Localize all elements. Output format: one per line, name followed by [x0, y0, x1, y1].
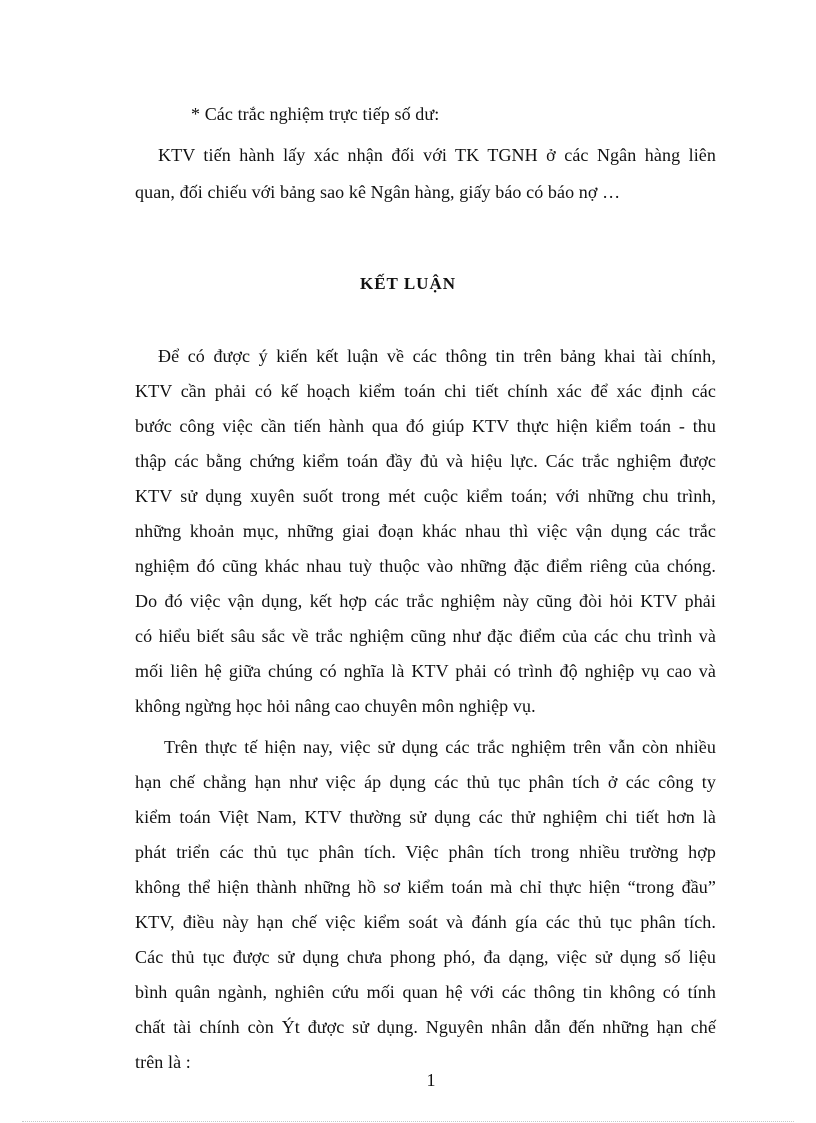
paragraph-line: KTV sử dụng xuyên suốt trong mét cuộc kiểm toán; với những chu trình, — [135, 486, 716, 506]
paragraph-line: mối liên hệ giữa chúng có nghĩa là KTV phải có trình độ nghiệp vụ cao và — [135, 661, 716, 681]
paragraph-line: phát triển các thủ tục phân tích. Việc phân tích trong nhiều trường hợp — [135, 842, 716, 862]
paragraph-line: nghiệm đó cũng khác nhau tuỳ thuộc vào những đặc điểm riêng của chóng. — [135, 556, 716, 576]
bullet-heading-direct-balance-tests: * Các trắc nghiệm trực tiếp số dư: — [191, 104, 440, 124]
paragraph-line: trên là : — [135, 1052, 191, 1072]
intro-line: KTV tiến hành lấy xác nhận đối với TK TGNH ở các Ngân hàng liên — [158, 145, 716, 165]
paragraph-line: hạn chế chẳng hạn như việc áp dụng các thủ tục phân tích ở các công ty — [135, 772, 716, 792]
paragraph-line: Các thủ tục được sử dụng chưa phong phó, đa dạng, việc sử dụng số liệu — [135, 947, 716, 967]
paragraph-line: bình quân ngành, nghiên cứu mối quan hệ với các thông tin không có tính — [135, 982, 716, 1002]
paragraph-line: bước công việc cần tiến hành qua đó giúp KTV thực hiện kiểm toán - thu — [135, 416, 716, 436]
paragraph-line: thập các bằng chứng kiểm toán đầy đủ và hiệu lực. Các trắc nghiệm được — [135, 451, 716, 471]
paragraph-line: Do đó việc vận dụng, kết hợp các trắc nghiệm này cũng đòi hỏi KTV phải — [135, 591, 716, 611]
conclusion-heading: KẾT LUẬN — [359, 274, 456, 293]
page-number: 1 — [426, 1070, 436, 1090]
paragraph-line: không ngừng học hỏi nâng cao chuyên môn nghiệp vụ. — [135, 696, 536, 716]
paragraph-line: Để có được ý kiến kết luận về các thông tin trên bảng khai tài chính, — [158, 346, 716, 366]
paragraph-line: chất tài chính còn Ýt được sử dụng. Nguyên nhân dẫn đến những hạn chế — [135, 1017, 716, 1037]
paragraph-line: không thể hiện thành những hồ sơ kiểm toán mà chỉ thực hiện “trong đầu” — [135, 877, 716, 897]
paragraph-line: Trên thực tế hiện nay, việc sử dụng các trắc nghiệm trên vẫn còn nhiều — [164, 737, 716, 757]
paragraph-line: KTV, điều này hạn chế việc kiểm soát và đánh gía các thủ tục phân tích. — [135, 912, 716, 932]
paragraph-line: KTV cần phải có kế hoạch kiểm toán chi tiết chính xác để xác định các — [135, 381, 716, 401]
paragraph-line: những khoản mục, những giai đoạn khác nhau thì việc vận dụng các trắc — [135, 521, 716, 541]
page-bottom-divider — [22, 1121, 794, 1122]
intro-line: quan, đối chiếu với bảng sao kê Ngân hàng, giấy báo có báo nợ … — [135, 182, 621, 202]
paragraph-line: có hiểu biết sâu sắc về trắc nghiệm cũng như đặc điểm của các chu trình và — [135, 626, 716, 646]
paragraph-line: kiểm toán Việt Nam, KTV thường sử dụng các thử nghiệm chi tiết hơn là — [135, 807, 716, 827]
